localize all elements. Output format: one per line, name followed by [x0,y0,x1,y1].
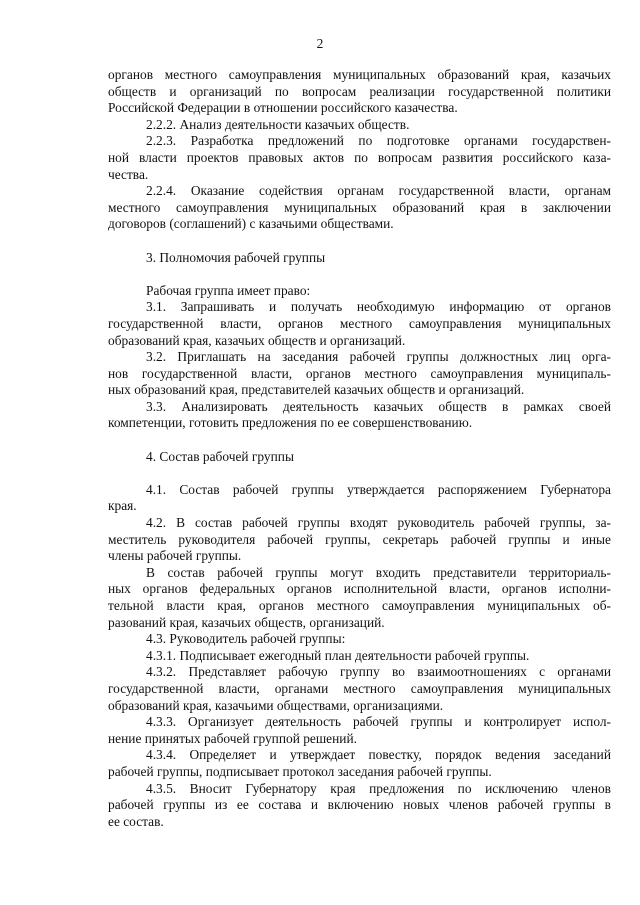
text-line: образований края, казачьими обществами, организациями. [108,697,444,713]
text-line: 2.2.2. Анализ деятельности казачьих обществ. [146,116,410,132]
text-line: 4.3.3. Организует деятельность рабочей группы и контролирует испол- [146,714,611,730]
paragraph [108,664,611,714]
paragraph [108,399,611,432]
text-line: меститель руководителя рабочей группы, секретарь рабочей группы и иные [108,531,611,547]
text-line: компетенции, готовить предложения по ее совершенствованию. [108,415,473,431]
page-number: 2 [316,36,324,51]
paragraph [108,781,611,831]
text-line: 4.2. В состав рабочей группы входят руководитель рабочей группы, за- [146,515,611,531]
text-line: ных органов федеральных органов исполнительной власти, органов исполни- [108,581,611,597]
text-line: 3.1. Запрашивать и получать необходимую информацию от органов [146,299,611,315]
text-line: В состав рабочей группы могут входить представители территориаль- [146,564,611,580]
paragraph [108,133,611,183]
text-line: органов местного самоуправления муниципальных образований края, казачьих [108,67,611,82]
text-line: государственной власти, органов местного самоуправления муниципальных [108,315,611,331]
text-line: 4.3.2. Представляет рабочую группу во взаимоотношениях с органами [146,664,611,680]
text-line: рабочей группы, подписывает протокол заседания рабочей группы. [108,763,492,779]
text-line: ее состав. [108,813,164,829]
blank-line [108,432,611,449]
paragraph [108,283,611,300]
paragraph [108,714,611,747]
text-line: нение принятых рабочей группой решений. [108,730,357,746]
text-line: чества. [108,166,149,182]
paragraph [108,648,611,665]
blank-line [108,465,611,482]
paragraph [108,67,611,117]
text-line: тельной власти края, органов местного самоуправления муниципальных об- [108,598,611,613]
paragraph [108,117,611,134]
text-line: 4.3.4. Определяет и утверждает повестку, порядок ведения заседаний [146,747,611,763]
paragraph [108,747,611,780]
section-heading-3: 3. Полномочия рабочей группы [146,249,326,265]
text-line: Российской Федерации в отношении российского казачества. [108,100,458,116]
text-line: 4.1. Состав рабочей группы утверждается распоряжением Губернатора [146,481,611,497]
paragraph [108,631,611,648]
text-line: 4.3. Руководитель рабочей группы: [146,631,346,647]
text-line: 2.2.4. Оказание содействия органам государственной власти, органам [146,183,611,199]
blank-line [108,233,611,250]
text-line: члены рабочей группы. [108,548,242,564]
document-body [108,67,611,830]
text-line: договоров (соглашений) с казачьими обществами. [108,216,394,232]
text-line: нов государственной власти, органов местного самоуправления муниципаль- [108,365,611,381]
text-line: Рабочая группа имеет право: [146,282,311,298]
text-line: образований края, казачьих обществ и организаций. [108,332,406,348]
paragraph [108,565,611,631]
text-line: 3.3. Анализировать деятельность казачьих обществ в рамках своей [146,398,611,414]
paragraph [108,183,611,233]
text-line: рабочей группы из ее состава и включению новых членов рабочей группы в [108,797,611,813]
blank-line [108,266,611,283]
paragraph [108,482,611,515]
paragraph [108,349,611,399]
text-line: местного самоуправления муниципальных образований края в заключении [108,199,611,215]
paragraph [108,515,611,565]
text-line: разований края, казачьих обществ, организаций. [108,614,385,630]
text-line: края. [108,498,137,514]
text-line: 3.2. Приглашать на заседания рабочей группы должностных лиц орга- [146,349,611,365]
section-heading-4: 4. Состав рабочей группы [146,448,294,464]
paragraph [108,299,611,349]
text-line: обществ и организаций по вопросам реализации государственной политики [108,83,611,99]
text-line: 4.3.5. Вносит Губернатору края предложения по исключению членов [146,780,611,796]
text-line: ных образований края, представителей казачьих обществ и организаций. [108,382,525,398]
text-line: ной власти проектов правовых актов по вопросам развития российского каза- [108,149,611,165]
text-line: 2.2.3. Разработка предложений по подготовке органами государствен- [146,133,611,149]
text-line: 4.3.1. Подписывает ежегодный план деятельности рабочей группы. [146,647,530,663]
text-line: государственной власти, органами местного самоуправления муниципальных [108,680,611,696]
